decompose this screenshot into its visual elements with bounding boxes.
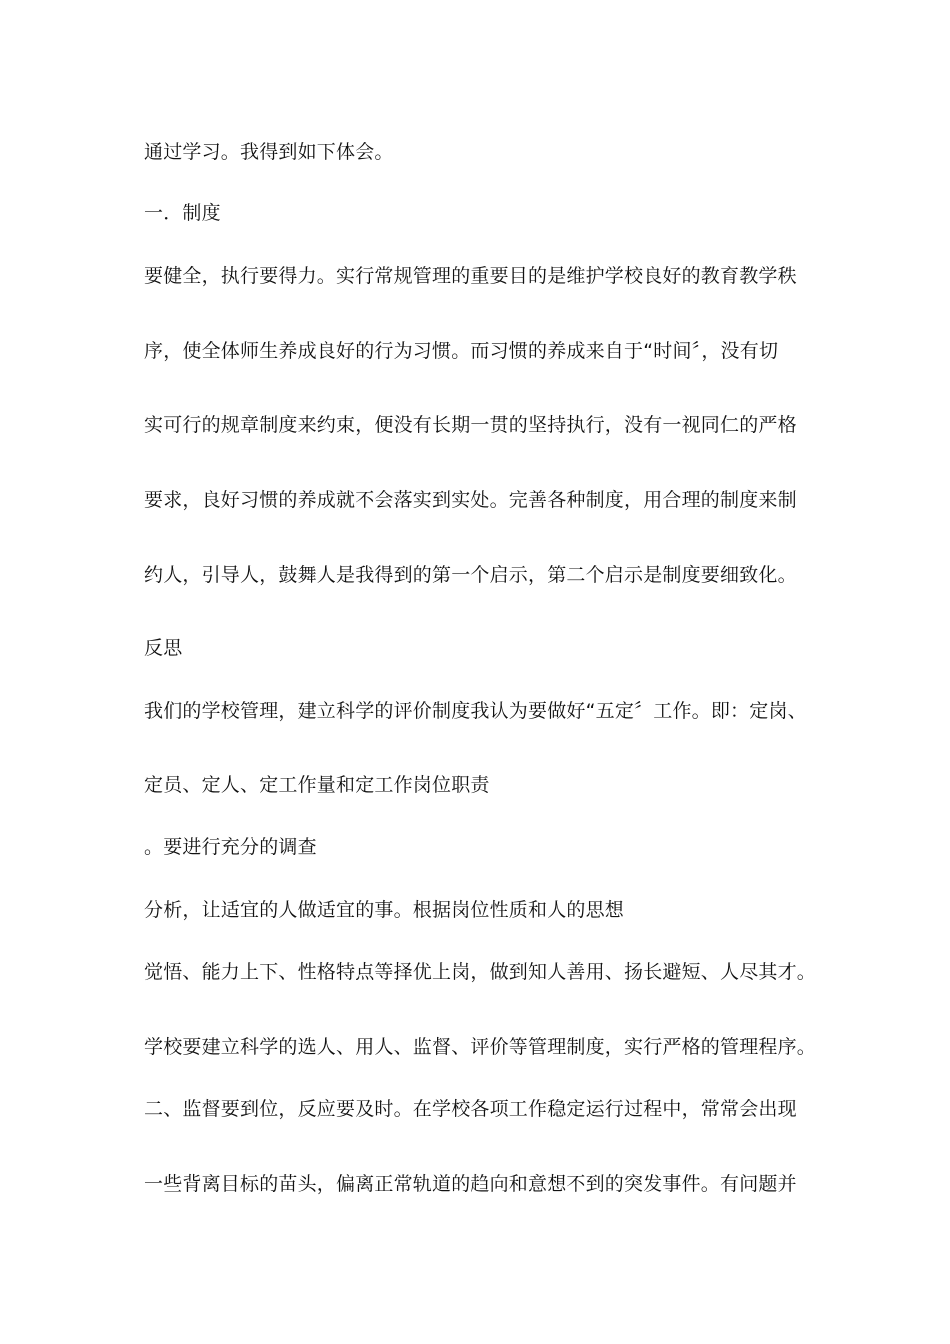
text-line: 觉悟、能力上下、性格特点等择优上岗，做到知人善用、扬长避短、人尽其才。 <box>144 961 817 983</box>
section-heading: 反思 <box>144 637 183 659</box>
section-heading: 一．制度 <box>144 202 221 224</box>
text-line: 。要进行充分的调查 <box>144 836 317 858</box>
text-line: 通过学习。我得到如下体会。 <box>144 141 394 163</box>
text-line: 学校要建立科学的选人、用人、监督、评价等管理制度，实行严格的管理程序。 <box>144 1036 817 1058</box>
text-line: 定员、定人、定工作量和定工作岗位职责 <box>144 774 490 796</box>
text-line: 要健全，执行要得力。实行常规管理的重要目的是维护学校良好的教育教学秩 <box>144 265 797 287</box>
text-line: 要求，良好习惯的养成就不会落实到实处。完善各种制度，用合理的制度来制 <box>144 489 797 511</box>
text-line: 实可行的规章制度来约束，便没有长期一贯的坚持执行，没有一视同仁的严格 <box>144 414 797 436</box>
text-line: 一些背离目标的苗头，偏离正常轨道的趋向和意想不到的突发事件。有问题并 <box>144 1173 797 1195</box>
text-line: 序，使全体师生养成良好的行为习惯。而习惯的养成来自于“时间〞，没有切 <box>144 340 779 362</box>
text-line: 二、监督要到位，反应要及时。在学校各项工作稳定运行过程中，常常会出现 <box>144 1098 797 1120</box>
text-line: 分析，让适宜的人做适宜的事。根据岗位性质和人的思想 <box>144 899 625 921</box>
text-line: 我们的学校管理，建立科学的评价制度我认为要做好“五定〞工作。即：定岗、 <box>144 700 807 722</box>
text-line: 约人，引导人，鼓舞人是我得到的第一个启示，第二个启示是制度要细致化。 <box>144 564 797 586</box>
